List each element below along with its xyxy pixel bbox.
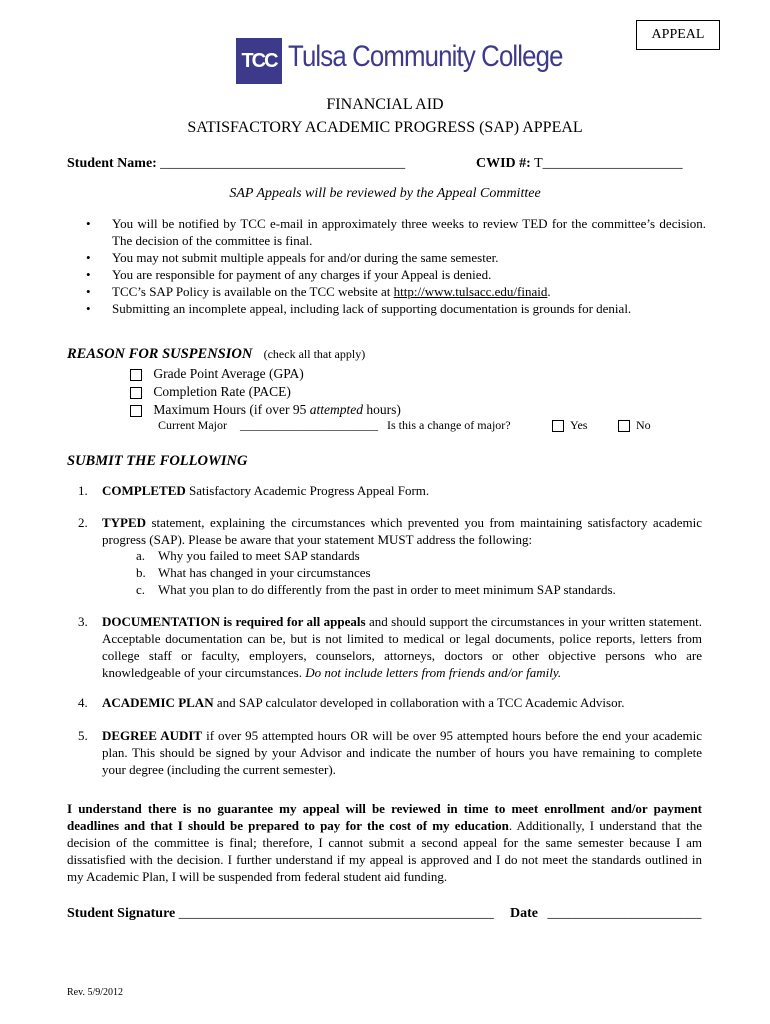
submit-item-3 xyxy=(78,613,702,681)
option-gpa xyxy=(130,365,401,383)
sub-text: What has changed in your circumstances xyxy=(158,565,371,580)
no-option xyxy=(618,418,651,433)
current-major-label: Current Major xyxy=(158,418,227,432)
cwid-row xyxy=(476,155,683,172)
signature-field[interactable]: _____________________________________________ xyxy=(178,906,494,921)
tcc-logo-icon: TCC xyxy=(236,38,282,84)
item-number: 1. xyxy=(78,483,88,498)
item-bold: ACADEMIC PLAN xyxy=(102,695,214,710)
option-max-hours xyxy=(130,401,401,419)
item-text: and SAP calculator developed in collaboration with a TCC Academic Advisor. xyxy=(216,695,625,710)
sub-text: What you plan to do differently from the past in order to meet minimum SAP standards. xyxy=(158,582,616,597)
date-row xyxy=(510,906,702,922)
submit-item-1 xyxy=(78,482,702,499)
item-2-sublist xyxy=(136,547,716,598)
form-title-line1: FINANCIAL AID xyxy=(326,96,444,113)
list-item: • You are responsible for payment of any charges if your Appeal is denied. xyxy=(66,266,706,283)
item-text: and should support the circumstances in your written statement. Acceptable documentation can be, but is not limited to medical or legal documents, police reports, letters from college staff or faculty, employers, counselors, attorneys, doctors or other objective persons who are knowledgeable of your circumstances. xyxy=(102,614,702,680)
pace-checkbox[interactable] xyxy=(130,387,142,399)
sub-item-a xyxy=(136,547,716,564)
review-notice: SAP Appeals will be reviewed by the Appeal Committee xyxy=(229,186,541,201)
item-bold: TYPED xyxy=(102,515,147,530)
agreement-paragraph xyxy=(67,800,702,885)
change-major-question: Is this a change of major? xyxy=(386,418,511,432)
sub-item-c xyxy=(136,581,716,598)
gpa-checkbox[interactable] xyxy=(130,369,142,381)
appeal-tag: APPEAL xyxy=(636,20,720,50)
list-item: • You may not submit multiple appeals for and/or during the same semester. xyxy=(66,249,706,266)
yes-label: Yes xyxy=(570,418,588,432)
item-number: 3. xyxy=(78,614,88,629)
agreement-text: . Additionally, I understand that the decision of the committee is final; therefore, I cannot submit a second appeal for the same semester because I am dissatisfied with the decision. I further understand if my appeal is approved and I do not meet the standards outlined in my Academic Plan, I will be suspended from federal student aid funding. xyxy=(67,818,702,884)
max-hours-emph: attempted xyxy=(309,402,363,417)
max-hours-suffix: hours) xyxy=(366,402,401,417)
submit-item-4 xyxy=(78,694,702,711)
policy-link[interactable]: http://www.tulsacc.edu/finaid xyxy=(393,284,548,299)
item-number: 5. xyxy=(78,728,88,743)
college-name-logo: Tulsa Community College xyxy=(288,40,563,73)
reason-title: REASON FOR SUSPENSION xyxy=(67,346,253,362)
item-number: 4. xyxy=(78,695,88,710)
cwid-field[interactable]: T____________________ xyxy=(534,156,683,171)
info-bullet-list xyxy=(66,215,706,317)
current-major-row xyxy=(158,418,511,433)
submit-item-2 xyxy=(78,514,702,548)
date-label: Date xyxy=(510,906,538,921)
sub-item-b xyxy=(136,564,716,581)
form-title-line2: SATISFACTORY ACADEMIC PROGRESS (SAP) APPEAL xyxy=(187,119,583,136)
sub-letter: c. xyxy=(136,582,146,597)
agreement-bold: I understand there is no guarantee my appeal will be reviewed in time to meet enrollment and/or payment deadlines and that I should be prepared to pay for the cost of my education xyxy=(67,801,702,833)
item-text: statement, explaining the circumstances which prevented you from maintaining satisfactory academic progress (SAP). Please be aware that your statement MUST address the following: xyxy=(102,515,703,547)
item-bold: COMPLETED xyxy=(102,483,186,498)
sub-letter: b. xyxy=(136,565,146,580)
current-major-field[interactable]: _______________________ xyxy=(239,418,378,432)
sub-text: Why you failed to meet SAP standards xyxy=(158,548,360,563)
signature-row xyxy=(67,906,494,922)
no-label: No xyxy=(636,418,651,432)
pace-label: Completion Rate (PACE) xyxy=(153,384,291,399)
policy-text: TCC’s SAP Policy is available on the TCC website at xyxy=(112,284,391,299)
option-pace xyxy=(130,383,401,401)
max-hours-label: Maximum Hours (if over 95 xyxy=(153,402,307,417)
reason-header xyxy=(67,346,365,363)
revision-note: Rev. 5/9/2012 xyxy=(67,987,124,998)
item-text: if over 95 attempted hours OR will be over 95 attempted hours before the end your academic plan. This should be signed by your Advisor and indicate the number of hours you have remaining to complete your degree (including the current semester). xyxy=(102,728,702,777)
yes-checkbox[interactable] xyxy=(552,420,564,432)
date-field[interactable]: ______________________ xyxy=(547,906,702,921)
list-item: • Submitting an incomplete appeal, including lack of supporting documentation is grounds for denial. xyxy=(66,300,706,317)
list-item: • You will be notified by TCC e-mail in approximately three weeks to review TED for the committee’s decision. The decision of the committee is final. xyxy=(66,215,706,249)
no-checkbox[interactable] xyxy=(618,420,630,432)
student-name-row xyxy=(67,155,405,172)
item-italic: Do not include letters from friends and/or family. xyxy=(305,665,562,680)
student-name-field[interactable]: ___________________________________ xyxy=(160,156,406,171)
list-item: • TCC’s SAP Policy is available on the TCC website at http://www.tulsacc.edu/finaid. xyxy=(66,283,706,300)
item-text: Satisfactory Academic Progress Appeal Form. xyxy=(189,483,430,498)
item-bold: DOCUMENTATION is required for all appeals xyxy=(102,614,366,629)
submit-title: SUBMIT THE FOLLOWING xyxy=(67,453,248,469)
item-number: 2. xyxy=(78,515,88,530)
reason-hint: (check all that apply) xyxy=(263,347,366,361)
sub-letter: a. xyxy=(136,548,146,563)
cwid-label: CWID #: xyxy=(476,156,531,171)
submit-item-5 xyxy=(78,727,702,778)
reason-options xyxy=(130,365,401,419)
max-hours-checkbox[interactable] xyxy=(130,405,142,417)
item-bold: DEGREE AUDIT xyxy=(102,728,203,743)
signature-label: Student Signature xyxy=(67,906,176,921)
student-name-label: Student Name: xyxy=(67,156,157,171)
gpa-label: Grade Point Average (GPA) xyxy=(153,366,304,381)
yes-option xyxy=(552,418,587,433)
